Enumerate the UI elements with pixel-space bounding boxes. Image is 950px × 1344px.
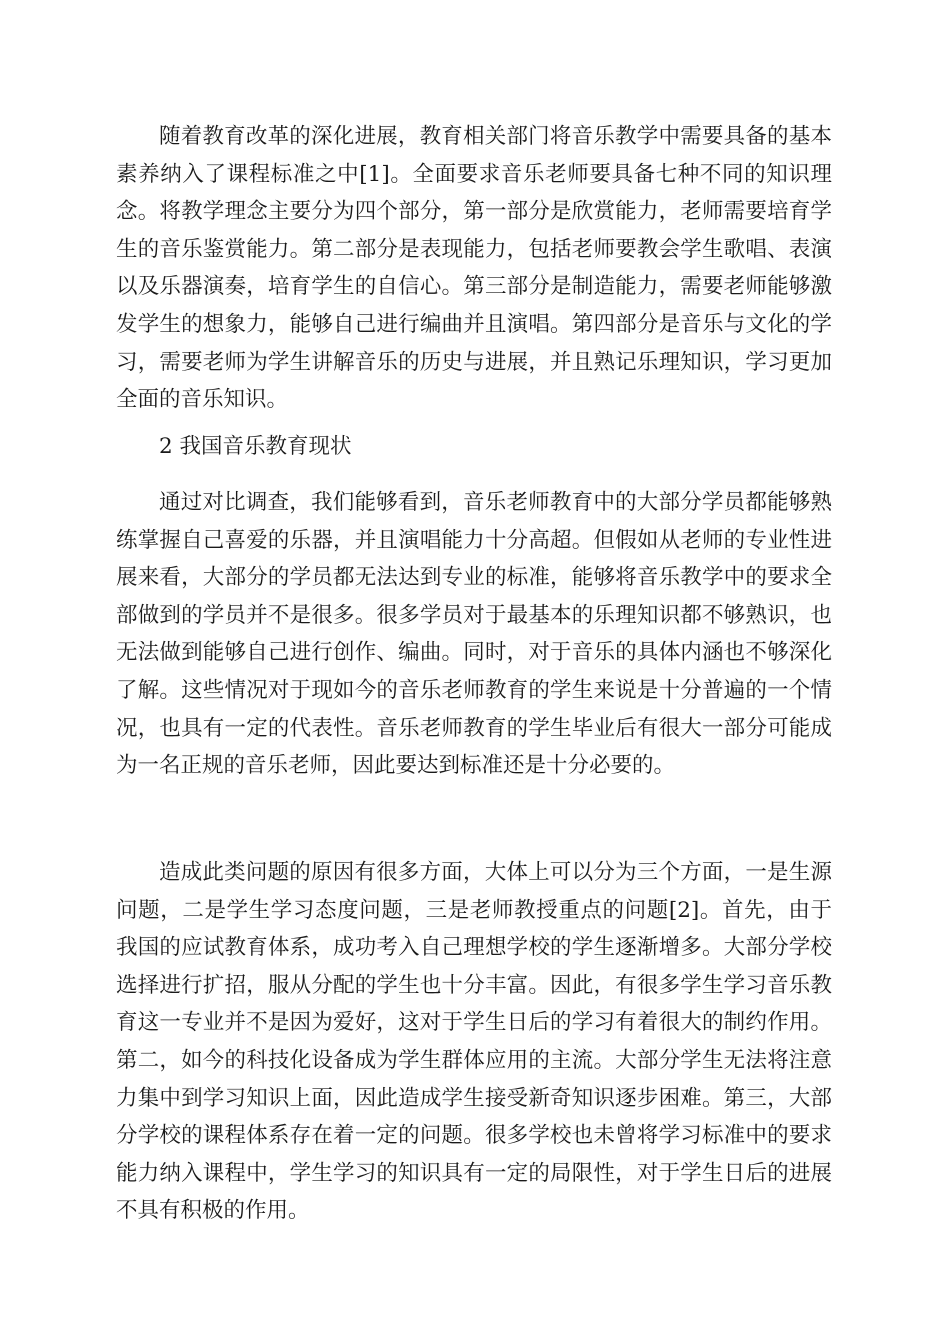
- paragraph-education-reform: 随着教育改革的深化进展，教育相关部门将音乐教学中需要具备的基本素养纳入了课程标准之中[1]。全面要求音乐老师要具备七种不同的知识理念。将教学理念主要分为四个部分，第一部分是欣赏能力，老师需要培育学生的音乐鉴赏能力。第二部分是表现能力，包括老师要教会学生歌唱、表演以及乐器演奏，培育学生的自信心。第三部分是制造能力，需要老师能够激发学生的想象力，能够自己进行编曲并且演唱。第四部分是音乐与文化的学习，需要老师为学生讲解音乐的历史与进展，并且熟记乐理知识，学习更加全面的音乐知识。: [116, 124, 832, 413]
- paragraph-survey-findings: 通过对比调查，我们能够看到，音乐老师教育中的大部分学员都能够熟练掌握自己喜爱的乐器，并且演唱能力十分高超。但假如从老师的专业性进展来看，大部分的学员都无法达到专业的标准，能够将音乐教学中的要求全部做到的学员并不是很多。很多学员对于最基本的乐理知识都不够熟识，也无法做到能够自己进行创作、编曲。同时，对于音乐的具体内涵也不够深化了解。这些情况对于现如今的音乐老师教育的学生来说是十分普遍的一个情况，也具有一定的代表性。音乐老师教育的学生毕业后有很大一部分可能成为一名正规的音乐老师，因此要达到标准还是十分必要的。: [116, 490, 832, 779]
- section-heading: 2 我国音乐教育现状: [159, 434, 352, 459]
- document-page: [116, 118, 832, 1230]
- paragraph-causes: 造成此类问题的原因有很多方面，大体上可以分为三个方面，一是生源问题，二是学生学习态度问题，三是老师教授重点的问题[2]。首先，由于我国的应试教育体系，成功考入自己理想学校的学生逐渐增多。大部分学校选择进行扩招，服从分配的学生也十分丰富。因此，有很多学生学习音乐教育这一专业并不是因为爱好，这对于学生日后的学习有着很大的制约作用。第二，如今的科技化设备成为学生群体应用的主流。大部分学生无法将注意力集中到学习知识上面，因此造成学生接受新奇知识逐步困难。第三，大部分学校的课程体系存在着一定的问题。很多学校也未曾将学习标准中的要求能力纳入课程中，学生学习的知识具有一定的局限性，对于学生日后的进展不具有积极的作用。: [116, 860, 832, 1224]
